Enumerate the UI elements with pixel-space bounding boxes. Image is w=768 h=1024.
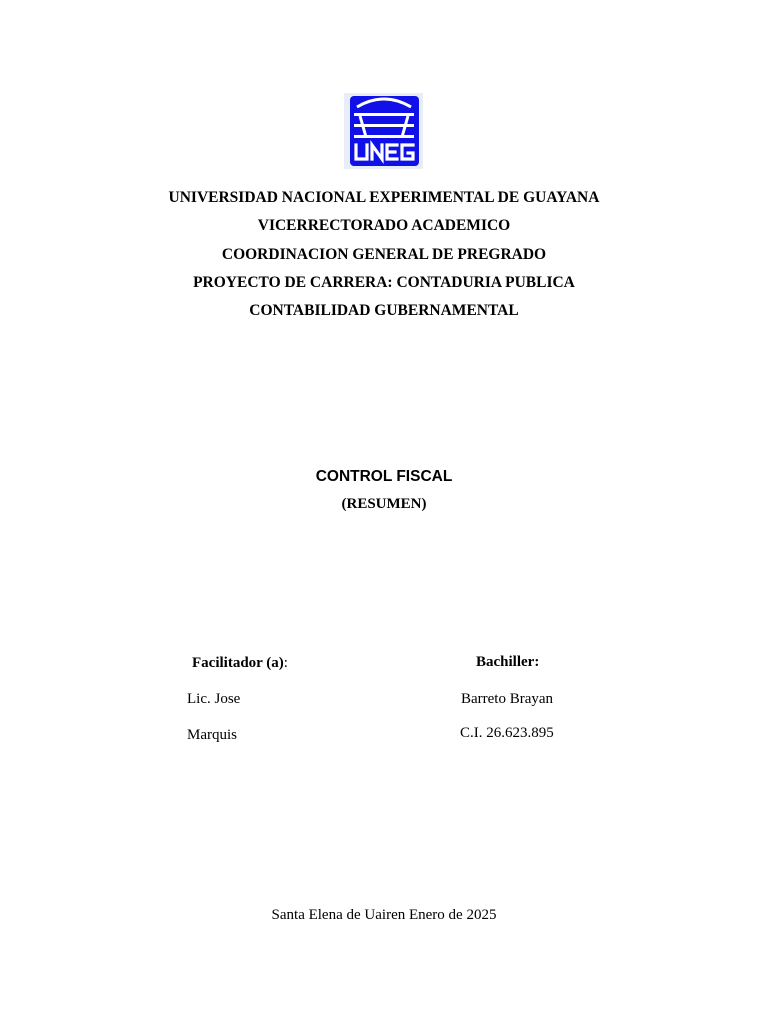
document-title: CONTROL FISCAL <box>315 468 453 485</box>
facilitator-name-line2: Marquis <box>187 727 237 743</box>
place-date: Santa Elena de Uairen Enero de 2025 <box>271 907 497 923</box>
facilitator-name-line1: Lic. Jose <box>187 691 241 707</box>
student-label: Bachiller: <box>476 654 540 670</box>
header-asignatura: CONTABILIDAD GUBERNAMENTAL <box>249 302 519 320</box>
student-id: C.I. 26.623.895 <box>460 725 554 741</box>
header-university: UNIVERSIDAD NACIONAL EXPERIMENTAL DE GUAYANA <box>168 189 600 206</box>
header-vicerrectorado: VICERRECTORADO ACADEMICO <box>257 217 511 235</box>
uneg-logo <box>344 93 423 169</box>
facilitator-colon: : <box>283 655 288 671</box>
student-name: Barreto Brayan <box>461 691 554 707</box>
header-proyecto: PROYECTO DE CARRERA: CONTADURIA PUBLICA <box>193 273 575 291</box>
uneg-logo-icon <box>344 93 423 169</box>
institution-header <box>0 186 768 327</box>
facilitator-label <box>192 655 288 672</box>
header-coordinacion: COORDINACION GENERAL DE PREGRADO <box>221 245 547 263</box>
facilitator-label-text: Facilitador (a) <box>192 655 284 671</box>
document-subtitle: (RESUMEN) <box>341 496 427 512</box>
